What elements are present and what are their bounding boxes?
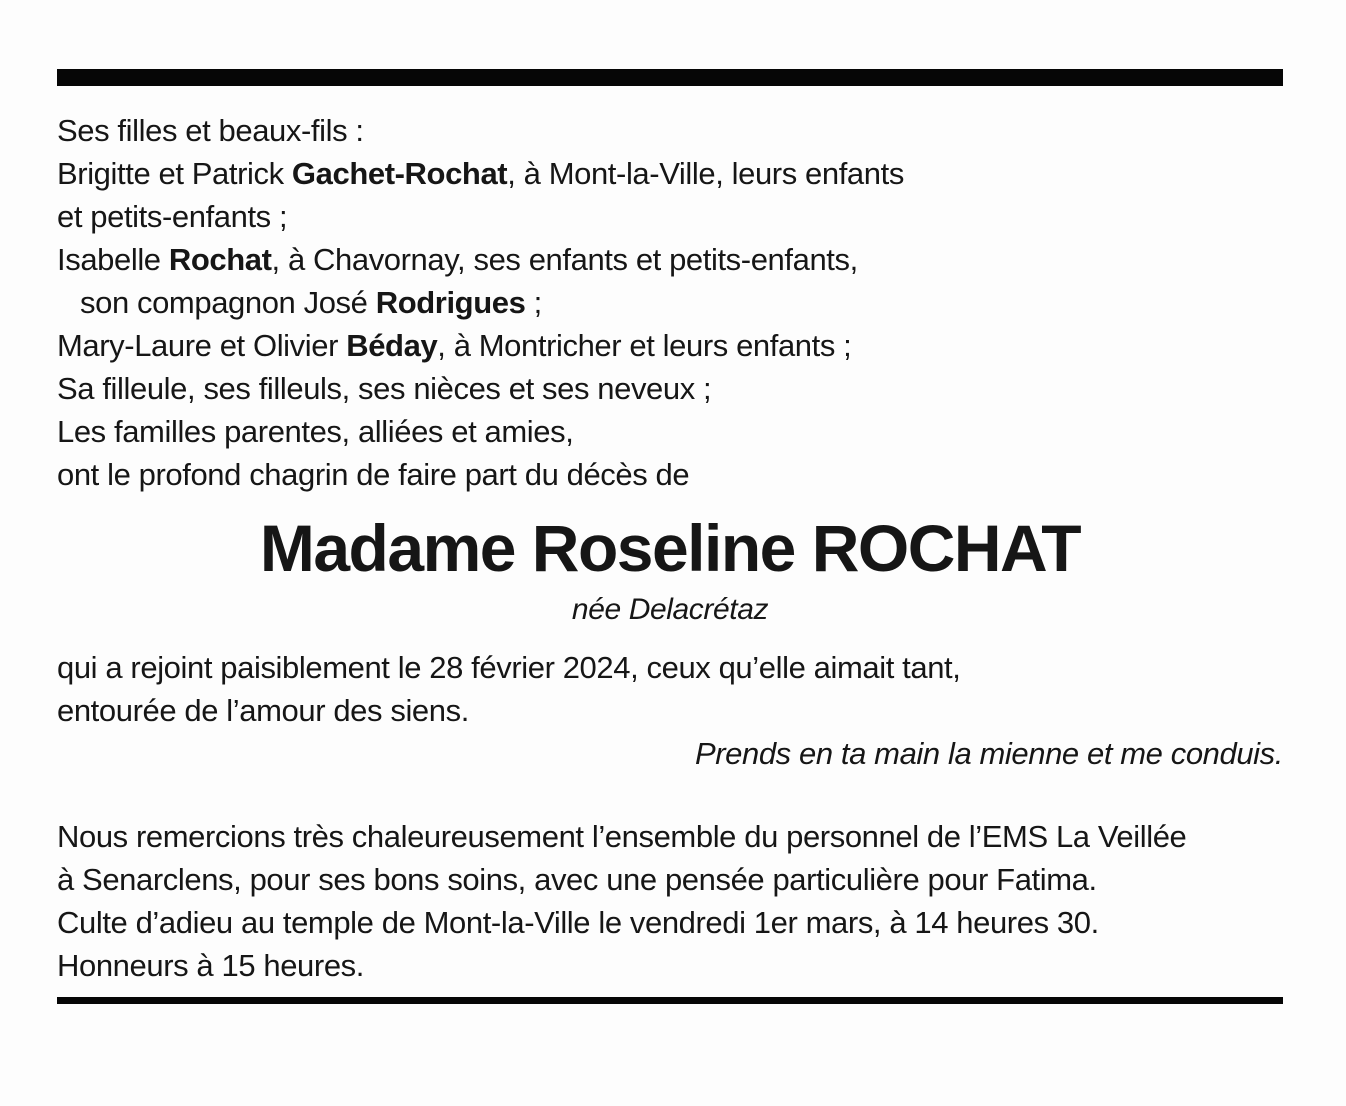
family-line	[57, 324, 1283, 367]
family-name-bold: Rochat	[168, 242, 272, 277]
family-name-bold: Gachet-Rochat	[291, 156, 508, 191]
honors-line: Honneurs à 15 heures.	[57, 948, 364, 983]
service-line: Culte d’adieu au temple de Mont-la-Ville le vendredi 1er mars, à 14 heures 30.	[57, 905, 1099, 940]
family-line-text: son compagnon José	[80, 285, 376, 320]
passing-line: qui a rejoint paisiblement le 28 février 2024, ceux qu’elle aimait tant,	[57, 650, 961, 685]
thanks-line: Nous remercions très chaleureusement l’ensemble du personnel de l’EMS La Veillée	[57, 819, 1187, 854]
thanks-line: à Senarclens, pour ses bons soins, avec une pensée particulière pour Fatima.	[57, 862, 1097, 897]
family-line-text: ;	[525, 285, 542, 320]
family-line-text: Sa filleule, ses filleuls, ses nièces et ses neveux ;	[57, 371, 712, 406]
passing-line: entourée de l’amour des siens.	[57, 693, 469, 728]
family-line-text: ont le profond chagrin de faire part du décès de	[57, 457, 690, 492]
family-line-text: , à Montricher et leurs enfants ;	[437, 328, 852, 363]
top-divider-bar	[57, 69, 1283, 86]
notice-content	[57, 86, 1283, 987]
family-line	[57, 152, 1283, 195]
family-line-text: Brigitte et Patrick	[57, 156, 292, 191]
family-line-text: et petits-enfants ;	[57, 199, 288, 234]
family-line-text: Ses filles et beaux-fils :	[57, 113, 364, 148]
bottom-divider-bar	[57, 997, 1283, 1004]
family-line	[57, 281, 1283, 324]
family-announcement	[57, 109, 1283, 496]
family-line	[57, 195, 1283, 238]
family-name-bold: Rodrigues	[375, 285, 526, 320]
memorial-quote: Prends en ta main la mienne et me conduis.	[694, 736, 1283, 771]
family-line-text: Mary-Laure et Olivier	[57, 328, 347, 363]
deceased-name-title: Madame Roseline ROCHAT	[259, 511, 1081, 585]
family-line	[57, 367, 1283, 410]
family-line-text: Les familles parentes, alliées et amies,	[57, 414, 574, 449]
family-name-bold: Béday	[346, 328, 438, 363]
family-line	[57, 238, 1283, 281]
family-line	[57, 109, 1283, 152]
maiden-name: née Delacrétaz	[571, 593, 769, 626]
family-line-text: , à Chavornay, ses enfants et petits-enfants,	[271, 242, 858, 277]
family-line	[57, 453, 1283, 496]
family-line-text: , à Mont-la-Ville, leurs enfants	[507, 156, 904, 191]
family-line-text: Isabelle	[57, 242, 169, 277]
passing-paragraph	[57, 646, 1283, 732]
closing-paragraph	[57, 815, 1283, 987]
family-line	[57, 410, 1283, 453]
